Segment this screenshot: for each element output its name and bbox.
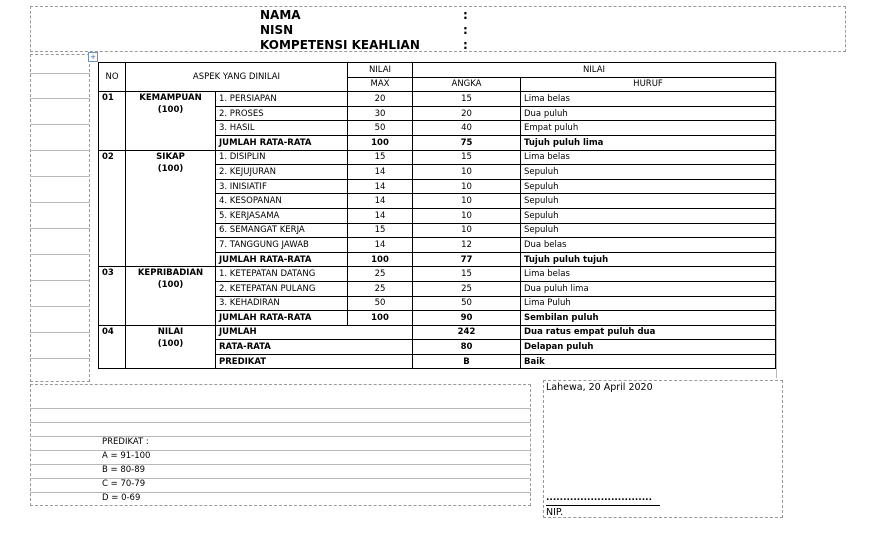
nama-colon: : bbox=[463, 8, 468, 22]
rata-label: RATA-RATA bbox=[216, 340, 413, 355]
max-cell: 14 bbox=[348, 179, 413, 194]
aspek-cell: 4. KESOPANAN bbox=[216, 194, 348, 209]
aspek-cell: 3. INISIATIF bbox=[216, 179, 348, 194]
angka-cell: 10 bbox=[413, 194, 521, 209]
nisn-colon: : bbox=[463, 23, 468, 37]
jumlah-huruf: Dua ratus empat puluh dua bbox=[521, 325, 776, 340]
aspek-cell: 1. PERSIAPAN bbox=[216, 92, 348, 107]
angka-cell: 15 bbox=[413, 267, 521, 282]
angka-cell: 10 bbox=[413, 179, 521, 194]
max-cell: 20 bbox=[348, 92, 413, 107]
col-max-header-2: MAX bbox=[348, 77, 413, 92]
table-row bbox=[99, 92, 776, 107]
aspek-cell: 6. SEMANGAT KERJA bbox=[216, 223, 348, 238]
rata-huruf: Delapan puluh bbox=[521, 340, 776, 355]
jumlah-angka: 242 bbox=[413, 325, 521, 340]
signature-line bbox=[546, 505, 660, 506]
table-row-final bbox=[99, 325, 776, 340]
angka-cell: 20 bbox=[413, 106, 521, 121]
max-cell: 14 bbox=[348, 208, 413, 223]
aspek-cell: 3. HASIL bbox=[216, 121, 348, 136]
max-cell: 25 bbox=[348, 281, 413, 296]
category-weight: (100) bbox=[157, 163, 184, 174]
total-label: JUMLAH RATA-RATA bbox=[216, 252, 348, 267]
total-huruf: Tujuh puluh lima bbox=[521, 135, 776, 150]
predikat-angka: B bbox=[413, 354, 521, 369]
table-move-handle-icon[interactable]: + bbox=[88, 52, 98, 62]
category-name: KEPRIBADIAN bbox=[137, 268, 204, 279]
category-cell bbox=[126, 267, 216, 325]
huruf-cell: Sepuluh bbox=[521, 194, 776, 209]
angka-cell: 25 bbox=[413, 281, 521, 296]
col-angka-header: ANGKA bbox=[413, 77, 521, 92]
total-huruf: Tujuh puluh tujuh bbox=[521, 252, 776, 267]
category-cell bbox=[126, 92, 216, 150]
header-box bbox=[30, 6, 846, 52]
angka-cell: 50 bbox=[413, 296, 521, 311]
category-name: KEMAMPUAN bbox=[139, 93, 202, 104]
row-no: 02 bbox=[99, 150, 126, 267]
row-no: 03 bbox=[99, 267, 126, 325]
category-cell bbox=[126, 325, 216, 369]
max-cell: 14 bbox=[348, 238, 413, 253]
nisn-label: NISN bbox=[260, 23, 294, 37]
aspek-cell: 3. KEHADIRAN bbox=[216, 296, 348, 311]
grade-table bbox=[98, 62, 776, 369]
total-angka: 75 bbox=[413, 135, 521, 150]
max-cell: 50 bbox=[348, 296, 413, 311]
signature-place-date: Lahewa, 20 April 2020 bbox=[546, 382, 653, 393]
col-aspek-header: ASPEK YANG DINILAI bbox=[126, 63, 348, 92]
aspek-cell: 2. KETEPATAN PULANG bbox=[216, 281, 348, 296]
max-cell: 30 bbox=[348, 106, 413, 121]
huruf-cell: Dua belas bbox=[521, 238, 776, 253]
huruf-cell: Sepuluh bbox=[521, 165, 776, 180]
angka-cell: 10 bbox=[413, 208, 521, 223]
huruf-cell: Dua puluh lima bbox=[521, 281, 776, 296]
angka-cell: 15 bbox=[413, 92, 521, 107]
col-nilai-header: NILAI bbox=[413, 63, 776, 78]
max-cell: 15 bbox=[348, 150, 413, 165]
signature-nip: NIP. bbox=[546, 507, 564, 518]
aspek-cell: 7. TANGGUNG JAWAB bbox=[216, 238, 348, 253]
legend-c: C = 70-79 bbox=[102, 479, 146, 489]
col-max-header-1: NILAI bbox=[348, 63, 413, 78]
category-name: NILAI bbox=[157, 326, 184, 337]
table-row bbox=[99, 267, 776, 282]
category-weight: (100) bbox=[157, 280, 184, 291]
aspek-cell: 5. KERJASAMA bbox=[216, 208, 348, 223]
angka-cell: 12 bbox=[413, 238, 521, 253]
huruf-cell: Lima belas bbox=[521, 150, 776, 165]
max-cell: 15 bbox=[348, 223, 413, 238]
category-weight: (100) bbox=[157, 338, 184, 349]
huruf-cell: Sepuluh bbox=[521, 223, 776, 238]
aspek-cell: 2. KEJUJURAN bbox=[216, 165, 348, 180]
row-no: 04 bbox=[99, 325, 126, 369]
total-angka: 90 bbox=[413, 311, 521, 326]
angka-cell: 40 bbox=[413, 121, 521, 136]
angka-cell: 10 bbox=[413, 165, 521, 180]
max-cell: 14 bbox=[348, 165, 413, 180]
category-name: SIKAP bbox=[156, 151, 185, 162]
col-no-header: NO bbox=[99, 63, 126, 92]
angka-cell: 15 bbox=[413, 150, 521, 165]
legend-title: PREDIKAT : bbox=[102, 437, 149, 447]
max-cell: 25 bbox=[348, 267, 413, 282]
nama-label: NAMA bbox=[260, 8, 301, 22]
huruf-cell: Lima Puluh bbox=[521, 296, 776, 311]
max-cell: 50 bbox=[348, 121, 413, 136]
total-label: JUMLAH RATA-RATA bbox=[216, 135, 348, 150]
huruf-cell: Lima belas bbox=[521, 267, 776, 282]
predikat-huruf: Baik bbox=[521, 354, 776, 369]
legend-b: B = 80-89 bbox=[102, 465, 146, 475]
kompetensi-colon: : bbox=[463, 38, 468, 52]
huruf-cell: Sepuluh bbox=[521, 179, 776, 194]
category-weight: (100) bbox=[157, 105, 184, 116]
total-label: JUMLAH RATA-RATA bbox=[216, 311, 348, 326]
predikat-label: PREDIKAT bbox=[216, 354, 413, 369]
aspek-cell: 1. KETEPATAN DATANG bbox=[216, 267, 348, 282]
total-angka: 77 bbox=[413, 252, 521, 267]
huruf-cell: Sepuluh bbox=[521, 208, 776, 223]
jumlah-label: JUMLAH bbox=[216, 325, 413, 340]
total-max: 100 bbox=[348, 311, 413, 326]
col-huruf-header: HURUF bbox=[521, 77, 776, 92]
huruf-cell: Dua puluh bbox=[521, 106, 776, 121]
row-no: 01 bbox=[99, 92, 126, 150]
legend-a: A = 91-100 bbox=[102, 451, 151, 461]
signature-dots: ............................... bbox=[546, 493, 652, 503]
aspek-cell: 2. PROSES bbox=[216, 106, 348, 121]
kompetensi-label: KOMPETENSI KEAHLIAN bbox=[260, 38, 420, 52]
total-max: 100 bbox=[348, 252, 413, 267]
aspek-cell: 1. DISIPLIN bbox=[216, 150, 348, 165]
angka-cell: 10 bbox=[413, 223, 521, 238]
rata-angka: 80 bbox=[413, 340, 521, 355]
table-row bbox=[99, 150, 776, 165]
huruf-cell: Empat puluh bbox=[521, 121, 776, 136]
total-huruf: Sembilan puluh bbox=[521, 311, 776, 326]
category-cell bbox=[126, 150, 216, 267]
max-cell: 14 bbox=[348, 194, 413, 209]
legend-d: D = 0-69 bbox=[102, 493, 141, 503]
huruf-cell: Lima belas bbox=[521, 92, 776, 107]
total-max: 100 bbox=[348, 135, 413, 150]
